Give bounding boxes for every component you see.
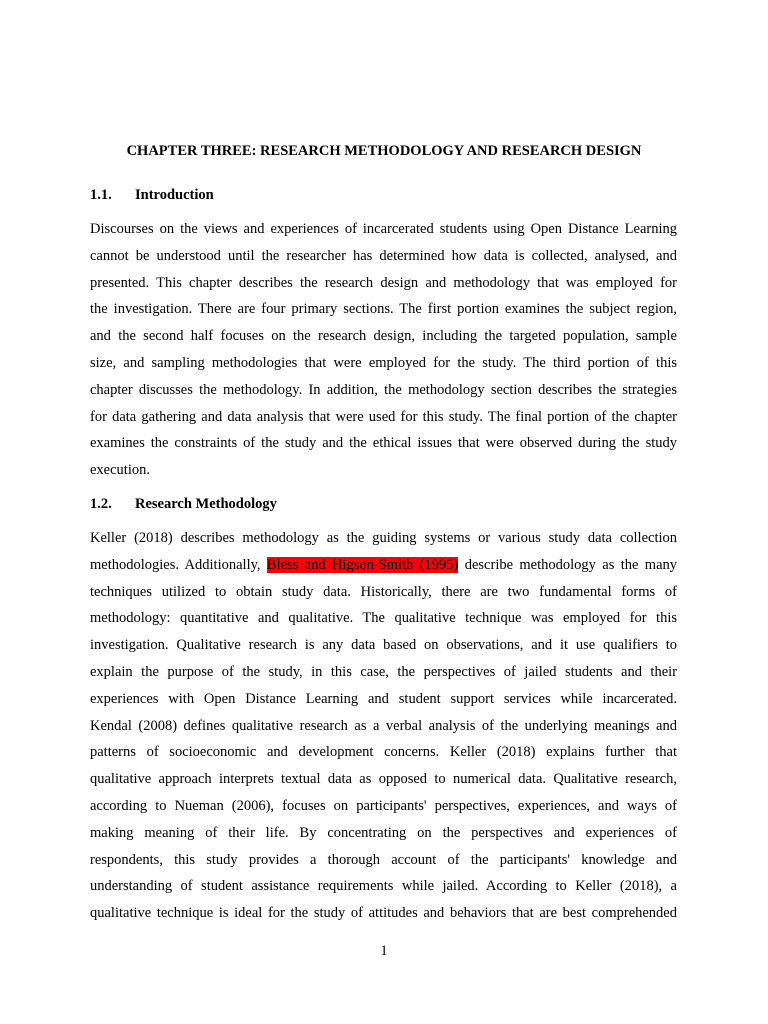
introduction-paragraph [90, 216, 677, 484]
section-heading-introduction [90, 186, 214, 204]
paragraph-line: the investigation. There are four primary sections. The first portion examines the subject region, [90, 301, 677, 318]
paragraph-line: presented. This chapter describes the research design and methodology that was employed for [90, 274, 677, 291]
section-title: Research Methodology [135, 496, 277, 512]
paragraph-line: patterns of socioeconomic and development concerns. Keller (2018) explains further that [90, 744, 677, 761]
paragraph-line: and the second half focuses on the research design, including the targeted population, sample [90, 328, 677, 345]
paragraph-line: respondents, this study provides a thorough account of the participants' knowledge and [90, 851, 677, 868]
paragraph-line: explain the purpose of the study, in this case, the perspectives of jailed students and their [90, 663, 677, 680]
paragraph-line: for data gathering and data analysis that were used for this study. The final portion of the chapter [90, 408, 677, 425]
paragraph-line: execution. [90, 462, 150, 479]
section-title: Introduction [135, 187, 214, 203]
paragraph-line: techniques utilized to obtain study data. Historically, there are two fundamental forms of [90, 583, 677, 600]
chapter-title: CHAPTER THREE: RESEARCH METHODOLOGY AND RESEARCH DESIGN [126, 143, 642, 159]
paragraph-line: Kendal (2008) defines qualitative research as a verbal analysis of the underlying meanings and [90, 717, 677, 734]
section-number: 1.2. [90, 496, 112, 512]
paragraph-line: chapter discusses the methodology. In addition, the methodology section describes the strategies [90, 381, 677, 398]
section-heading-research-methodology [90, 495, 277, 513]
section-number: 1.1. [90, 187, 112, 203]
paragraph-line: making meaning of their life. By concentrating on the perspectives and experiences of [90, 824, 677, 841]
paragraph-line: size, and sampling methodologies that were employed for the study. The third portion of this [90, 354, 677, 371]
paragraph-line: investigation. Qualitative research is any data based on observations, and it use qualifiers to [90, 637, 677, 654]
paragraph-line-with-citation [90, 552, 677, 579]
highlighted-citation: Bless and Higson-Smith (1995) [266, 556, 459, 573]
paragraph-line: cannot be understood until the researcher has determined how data is collected, analysed, and [90, 247, 677, 264]
research-methodology-paragraph [90, 525, 677, 927]
paragraph-line: qualitative technique is ideal for the study of attitudes and behaviors that are best comprehended [90, 905, 677, 922]
page-number: 1 [380, 943, 388, 959]
paragraph-line: methodology: quantitative and qualitative. The qualitative technique was employed for this [90, 610, 677, 627]
paragraph-line: qualitative approach interprets textual data as opposed to numerical data. Qualitative research, [90, 771, 677, 788]
paragraph-line: understanding of student assistance requirements while jailed. According to Keller (2018), a [90, 878, 677, 895]
paragraph-line: experiences with Open Distance Learning and student support services while incarcerated. [90, 690, 677, 707]
paragraph-line: according to Nueman (2006), focuses on participants' perspectives, experiences, and ways of [90, 797, 677, 814]
paragraph-line: examines the constraints of the study and the ethical issues that were observed during the study [90, 435, 677, 452]
paragraph-line: Discourses on the views and experiences of incarcerated students using Open Distance Learning [90, 221, 677, 237]
line-text-before: methodologies. Additionally, [90, 556, 267, 573]
line-text-after: describe methodology as the many [458, 556, 677, 573]
paragraph-line: Keller (2018) describes methodology as the guiding systems or various study data collection [90, 530, 677, 546]
